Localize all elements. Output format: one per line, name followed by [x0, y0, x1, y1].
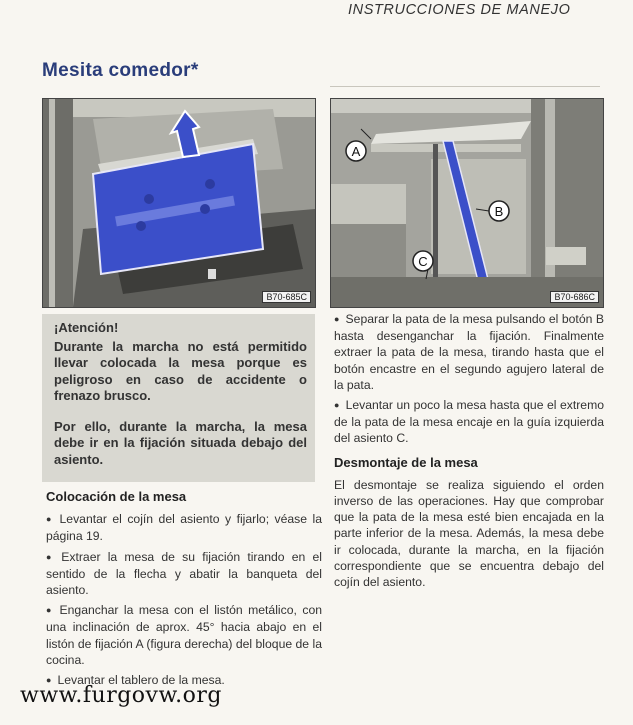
- warning-box: [42, 314, 315, 482]
- page-header: INSTRUCCIONES DE MANEJO: [348, 2, 571, 18]
- label-b: B: [494, 204, 504, 219]
- figure-code: B70-686C: [550, 291, 599, 303]
- list-item: ● Extraer la mesa de su fijación tirando en el sentido de la flecha y abatir la banqueta del asiento.: [46, 549, 322, 599]
- colocacion-section: [46, 489, 322, 693]
- list-item: ● Levantar el cojín del asiento y fijarlo; véase la página 19.: [46, 511, 322, 544]
- figure-table-storage: [42, 98, 316, 308]
- figure-table-leg: [330, 98, 604, 308]
- list-item: ● Separar la pata de la mesa pulsando el botón B hasta desenganchar la fijación. Finalmente extraer la pata de la mesa, tirando hasta que el botón encastre en el segundo agujero lateral de la pata.: [334, 311, 604, 393]
- section-title: Mesita comedor*: [42, 60, 199, 81]
- warning-text: Por ello, durante la marcha, la mesa debe ir en la fijación situada debajo del asiento.: [54, 418, 307, 467]
- warning-text: Durante la marcha no está permitido llevar colocada la mesa porque es peligroso en caso de accidente o frenazo brusco.: [54, 338, 307, 403]
- watermark: www.furgovw.org: [20, 683, 223, 708]
- list-item: ● Levantar el tablero de la mesa.: [46, 672, 322, 689]
- section-heading: Desmontaje de la mesa: [334, 454, 478, 470]
- divider: [330, 86, 600, 87]
- label-a: A: [351, 144, 361, 159]
- warning-title: ¡Atención!: [54, 320, 119, 335]
- list-item: ● Enganchar la mesa con el listón metálico, con una inclinación de aprox. 45° hacia abajo en el listón de fijación A (figura derecha) del bloque de la cocina.: [46, 602, 322, 668]
- right-column: [334, 311, 604, 594]
- list-item: ● Levantar un poco la mesa hasta que el extremo de la pata de la mesa encaje en la guía izquierda del asiento C.: [334, 397, 604, 447]
- figure-code: B70-685C: [262, 291, 311, 303]
- section-heading: Colocación de la mesa: [46, 489, 187, 504]
- paragraph: El desmontaje se realiza siguiendo el orden inverso de las operaciones. Hay que comprobar que la pata de la mesa esté bien encajada en la parte inferior de la mesa. Además, la mesa debe ir colocada, durante la marcha, en la fijación correspondiente que se encuentra debajo del cojín del asiento.: [334, 477, 604, 590]
- label-c: C: [418, 254, 428, 269]
